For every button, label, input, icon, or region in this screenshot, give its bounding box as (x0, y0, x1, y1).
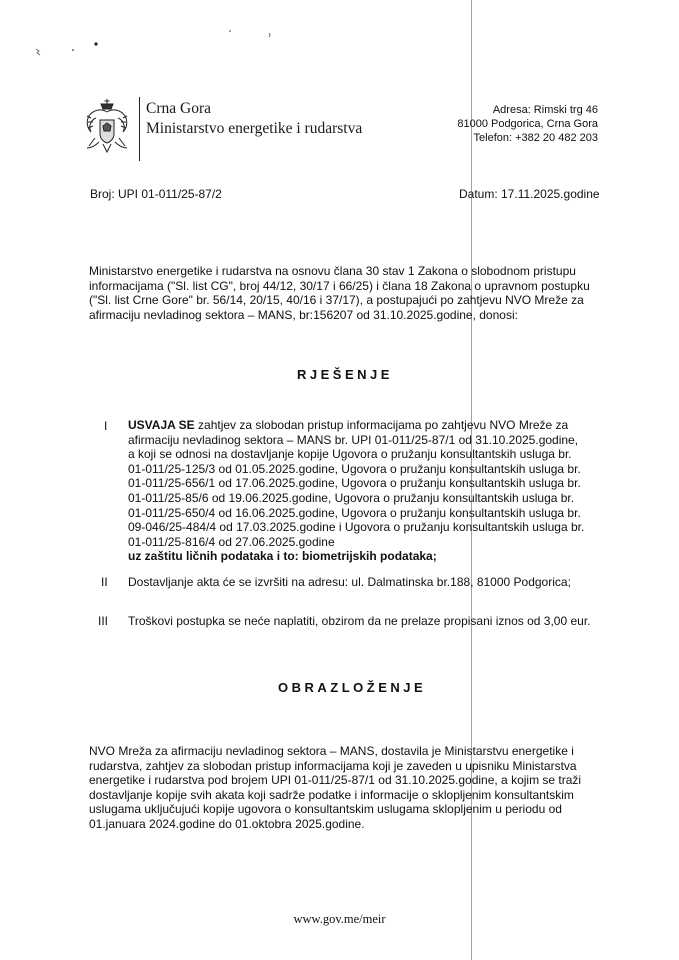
reasoning-title: OBRAZLOŽENJE (278, 680, 427, 695)
decision-item-2: Dostavljanje akta će se izvršiti na adresu: ul. Dalmatinska br.188, 81000 Podgorica; (128, 575, 571, 589)
website-link[interactable]: www.gov.me/meir (293, 912, 386, 926)
reasoning-paragraph (89, 744, 609, 832)
scan-artifacts (0, 0, 679, 80)
intro-line: ("Sl. list Crne Gore" br. 56/14, 20/15, 40/16 i 37/17), a postupajući po zahtjevu NVO Mreže za (89, 293, 584, 308)
item-first-line: zahtjev za slobodan pristup informacijama po zahtjevu NVO Mreže za (194, 418, 569, 432)
ministry-name: Ministarstvo energetike i rudarstva (146, 120, 363, 137)
item-line: 01-011/25-650/4 od 16.06.2025.godine, Ugovora o pružanju konsultantskih usluga br. (128, 505, 581, 520)
item-line: a koji se odnosi na dostavljanje kopije Ugovora o pružanju konsultantskih usluga br. (128, 447, 572, 462)
reasoning-line: uslugama uključujući kopije ugovora o konsultantskim uslugama sklopljenim u periodu od (89, 802, 562, 817)
reasoning-line: NVO Mreža za afirmaciju nevladinog sektora – MANS, dostavila je Ministarstvu energetike i (89, 744, 574, 758)
item-line: 01-011/25-656/1 od 17.06.2025.godine, Ugovora o pružanju konsultantskih usluga br. (128, 476, 581, 491)
item-numeral: III (98, 614, 109, 628)
reasoning-line: 01.januara 2024.godine do 01.oktobra 2025.godine. (89, 816, 365, 831)
contact-block (440, 103, 598, 145)
intro-line: informacijama ("Sl. list CG", broj 44/12, 30/17 i 66/25) i člana 18 Zakona o upravnom postupku (89, 278, 590, 293)
document-date: Datum: 17.11.2025.godine (459, 187, 600, 201)
approval-phrase: USVAJA SE (128, 418, 195, 432)
reasoning-line: energetike i rudarstva pod brojem UPI 01-011/25-87/1 od 31.10.2025.godine, a kojim se traži (89, 773, 582, 788)
ministry-name-block (146, 99, 362, 139)
item-line: 01-011/25-125/3 od 01.05.2025.godine, Ugovora o pružanju konsultantskih usluga br. (128, 461, 581, 476)
intro-line: afirmaciju nevladinog sektora – MANS, br:156207 od 31.10.2025.godine, donosi: (89, 307, 518, 322)
reasoning-line: rudarstva, zahtjev za slobodan pristup informacijama koji je zaveden u upisniku Ministarstva (89, 758, 577, 773)
reference-number: Broj: UPI 01-011/25-87/2 (90, 187, 222, 201)
header-divider (139, 97, 140, 161)
item-line: afirmaciju nevladinog sektora – MANS br. UPI 01-011/25-87/1 od 31.10.2025.godine, (128, 432, 579, 447)
item-line: 01-011/25-816/4 od 27.06.2025.godine (128, 534, 335, 549)
item-numeral: II (101, 575, 108, 589)
item-line: 01-011/25-85/6 od 19.06.2025.godine, Ugovora o pružanju konsultantskih usluga br. (128, 490, 575, 505)
phone-line: Telefon: +382 20 482 203 (473, 132, 598, 144)
intro-line: Ministarstvo energetike i rudarstva na osnovu člana 30 stav 1 Zakona o slobodnom pristupu (89, 264, 576, 278)
reasoning-line: dostavljanje kopije svih akata koji sadrže podatke i informacije o sklopljenim konsultantskim (89, 787, 574, 802)
country-name: Crna Gora (146, 100, 211, 117)
item-line: 09-046/25-484/4 od 17.03.2025.godine i Ugovora o pružanju konsultantskih usluga br. (128, 520, 585, 535)
decision-item-1 (128, 418, 612, 564)
decision-item-3: Troškovi postupka se neće naplatiti, obzirom da ne prelaze propisani iznos od 3,00 eur. (128, 614, 591, 628)
data-protection-clause: uz zaštitu ličnih podataka i to: biometrijskih podataka; (128, 549, 437, 564)
item-line (128, 418, 612, 433)
city-line: 81000 Podgorica, Crna Gora (457, 118, 598, 130)
coat-of-arms-icon (81, 98, 133, 156)
address-line: Adresa: Rimski trg 46 (492, 104, 598, 116)
decision-title: RJEŠENJE (297, 367, 393, 382)
intro-paragraph (89, 264, 609, 322)
item-numeral: I (104, 419, 108, 433)
